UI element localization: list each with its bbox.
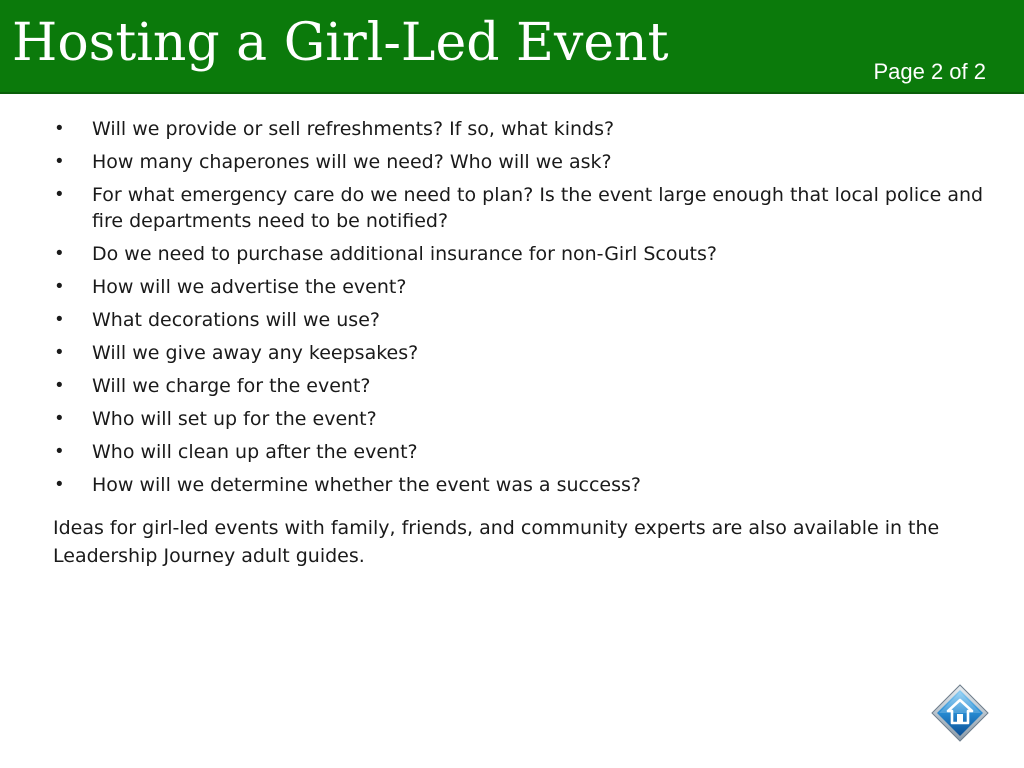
page-indicator: Page 2 of 2 [873,59,986,84]
list-item: • Who will clean up after the event? [56,439,1006,465]
closing-note: Ideas for girl-led events with family, friends, and community experts are also available in the Leadership Journey adult guides. [53,517,940,567]
list-item: • How will we determine whether the event was a success? [56,472,1006,498]
list-item: • For what emergency care do we need to plan? Is the event large enough that local police and fire departments need to be notified? [56,182,1006,234]
slide-title: Hosting a Girl-Led Event [12,13,669,73]
list-item: • Will we give away any keepsakes? [56,340,1006,366]
slide-body [53,116,1006,570]
list-item: • Do we need to purchase additional insurance for non-Girl Scouts? [56,241,1006,267]
question-list [56,116,1006,498]
list-item: • How will we advertise the event? [56,274,1006,300]
list-item: • Who will set up for the event? [56,406,1006,432]
home-icon [931,684,989,742]
list-item: • What decorations will we use? [56,307,1006,333]
slide-header [0,0,1024,94]
list-item: • Will we charge for the event? [56,373,1006,399]
list-item: • Will we provide or sell refreshments? If so, what kinds? [56,116,1006,142]
home-button[interactable] [931,684,989,742]
list-item: • How many chaperones will we need? Who will we ask? [56,149,1006,175]
